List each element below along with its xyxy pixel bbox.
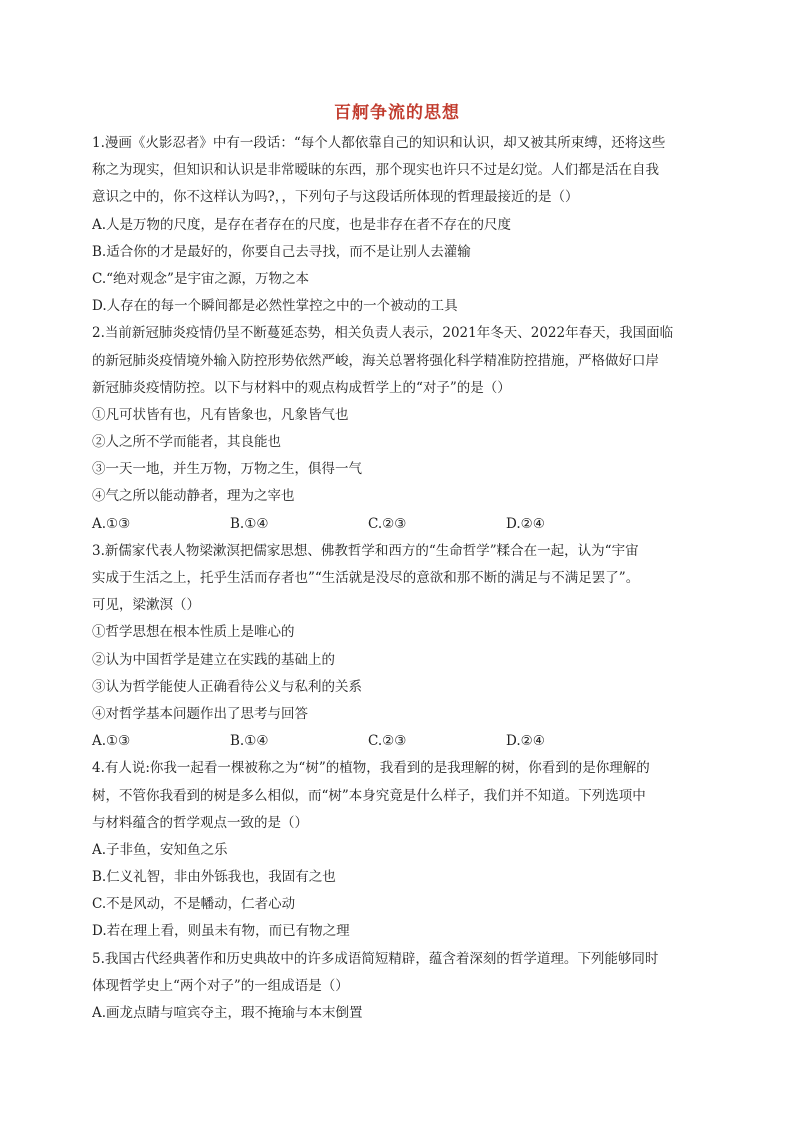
question-4-stem-line: 树，不管你我看到的树是多么相似，而“树”本身究竟是什么样子，我们并不知道。下列选项中 bbox=[92, 787, 646, 804]
question-4-option-b: B.仁义礼智，非由外铄我也，我固有之也 bbox=[92, 869, 336, 886]
question-1-option-b: B.适合你的才是最好的，你要自己去寻找，而不是让别人去灌输 bbox=[92, 243, 471, 260]
question-5-stem-line: 5.我国古代经典著作和历史典故中的许多成语简短精辟，蕴含着深刻的哲学道理。下列能够同时 bbox=[92, 950, 659, 967]
question-5 bbox=[92, 946, 702, 1028]
question-1-option-c: C.“绝对观念”是宇宙之源，万物之本 bbox=[92, 270, 309, 287]
question-5-stem-line: 体现哲学史上“两个对子”的一组成语是（） bbox=[92, 977, 349, 994]
question-3-options bbox=[92, 728, 702, 755]
question-2 bbox=[92, 320, 702, 538]
question-4-option-c: C.不是风动，不是幡动，仁者心动 bbox=[92, 896, 296, 913]
question-3-item-2: ②认为中国哲学是建立在实践的基础上的 bbox=[92, 651, 335, 668]
question-2-item-4: ④气之所以能动静者，理为之宰也 bbox=[92, 488, 295, 505]
question-2-item-2: ②人之所不学而能者，其良能也 bbox=[92, 434, 281, 451]
question-1 bbox=[92, 130, 702, 320]
question-3 bbox=[92, 538, 702, 756]
question-1-stem-line: 1.漫画《火影忍者》中有一段话：“每个人都依靠自己的知识和认识，却又被其所束缚，还将这些 bbox=[92, 135, 666, 151]
question-2-item-1: ①凡可状皆有也，凡有皆象也，凡象皆气也 bbox=[92, 406, 349, 423]
question-2-option-b: B.①④ bbox=[230, 515, 269, 532]
question-1-option-d: D.人存在的每一个瞬间都是必然性掌控之中的一个被动的工具 bbox=[92, 298, 458, 315]
question-3-option-b: B.①④ bbox=[230, 733, 269, 750]
question-2-stem-line: 2.当前新冠肺炎疫情仍呈不断蔓延态势，相关负责人表示，2021年冬天、2022年春天，我国面临 bbox=[92, 325, 674, 342]
question-3-stem-line: 可见，梁漱溟（） bbox=[92, 597, 200, 614]
question-4-stem-line: 4.有人说:你我一起看一棵被称之为“树”的植物，我看到的是我理解的树，你看到的是你理解的 bbox=[92, 760, 650, 777]
question-2-stem-line: 新冠肺炎疫情防控。以下与材料中的观点构成哲学上的“对子”的是（） bbox=[92, 379, 511, 396]
question-3-stem-line: 实成于生活之上，托乎生活而存者也”“生活就是没尽的意欲和那不断的满足与不满足罢了”。 bbox=[92, 570, 640, 586]
question-1-stem-line: 意识之中的，你不这样认为吗?，，下列句子与这段话所体现的哲理最接近的是（） bbox=[92, 189, 579, 206]
question-3-stem-line: 3.新儒家代表人物梁漱溟把儒家思想、佛教哲学和西方的“生命哲学”糅合在一起，认为“宇宙 bbox=[92, 542, 639, 559]
question-4-option-a: A.子非鱼，安知鱼之乐 bbox=[92, 841, 228, 858]
question-3-option-c: C.②③ bbox=[368, 733, 407, 750]
question-2-options bbox=[92, 511, 702, 538]
question-5-option-a: A.画龙点睛与喧宾夺主，瑕不掩瑜与本末倒置 bbox=[92, 1005, 363, 1021]
question-4-option-d: D.若在理上看，则虽未有物，而已有物之理 bbox=[92, 923, 350, 940]
question-2-item-3: ③一天一地，并生万物，万物之生，俱得一气 bbox=[92, 461, 362, 478]
question-3-item-3: ③认为哲学能使人正确看待公义与私利的关系 bbox=[92, 678, 362, 695]
question-2-option-d: D.②④ bbox=[506, 515, 545, 532]
question-3-option-d: D.②④ bbox=[506, 733, 545, 750]
question-3-item-1: ①哲学思想在根本性质上是唯心的 bbox=[92, 624, 295, 641]
question-2-option-c: C.②③ bbox=[368, 515, 407, 532]
question-list bbox=[92, 130, 702, 1027]
question-4-stem-line: 与材料蕴含的哲学观点一致的是（） bbox=[92, 814, 308, 831]
question-1-stem-line: 称之为现实，但知识和认识是非常暧昧的东西，那个现实也许只不过是幻觉。人们都是活在自我 bbox=[92, 162, 659, 179]
question-2-option-a: A.①③ bbox=[92, 515, 131, 532]
question-1-option-a: A.人是万物的尺度，是存在者存在的尺度，也是非存在者不存在的尺度 bbox=[92, 216, 512, 233]
question-3-option-a: A.①③ bbox=[92, 733, 131, 750]
page-title: 百舸争流的思想 bbox=[334, 103, 460, 123]
question-4 bbox=[92, 755, 702, 945]
question-2-stem-line: 的新冠肺炎疫情境外输入防控形势依然严峻，海关总署将强化科学精准防控措施，严格做好口岸 bbox=[92, 352, 659, 369]
question-3-item-4: ④对哲学基本问题作出了思考与回答 bbox=[92, 705, 308, 722]
